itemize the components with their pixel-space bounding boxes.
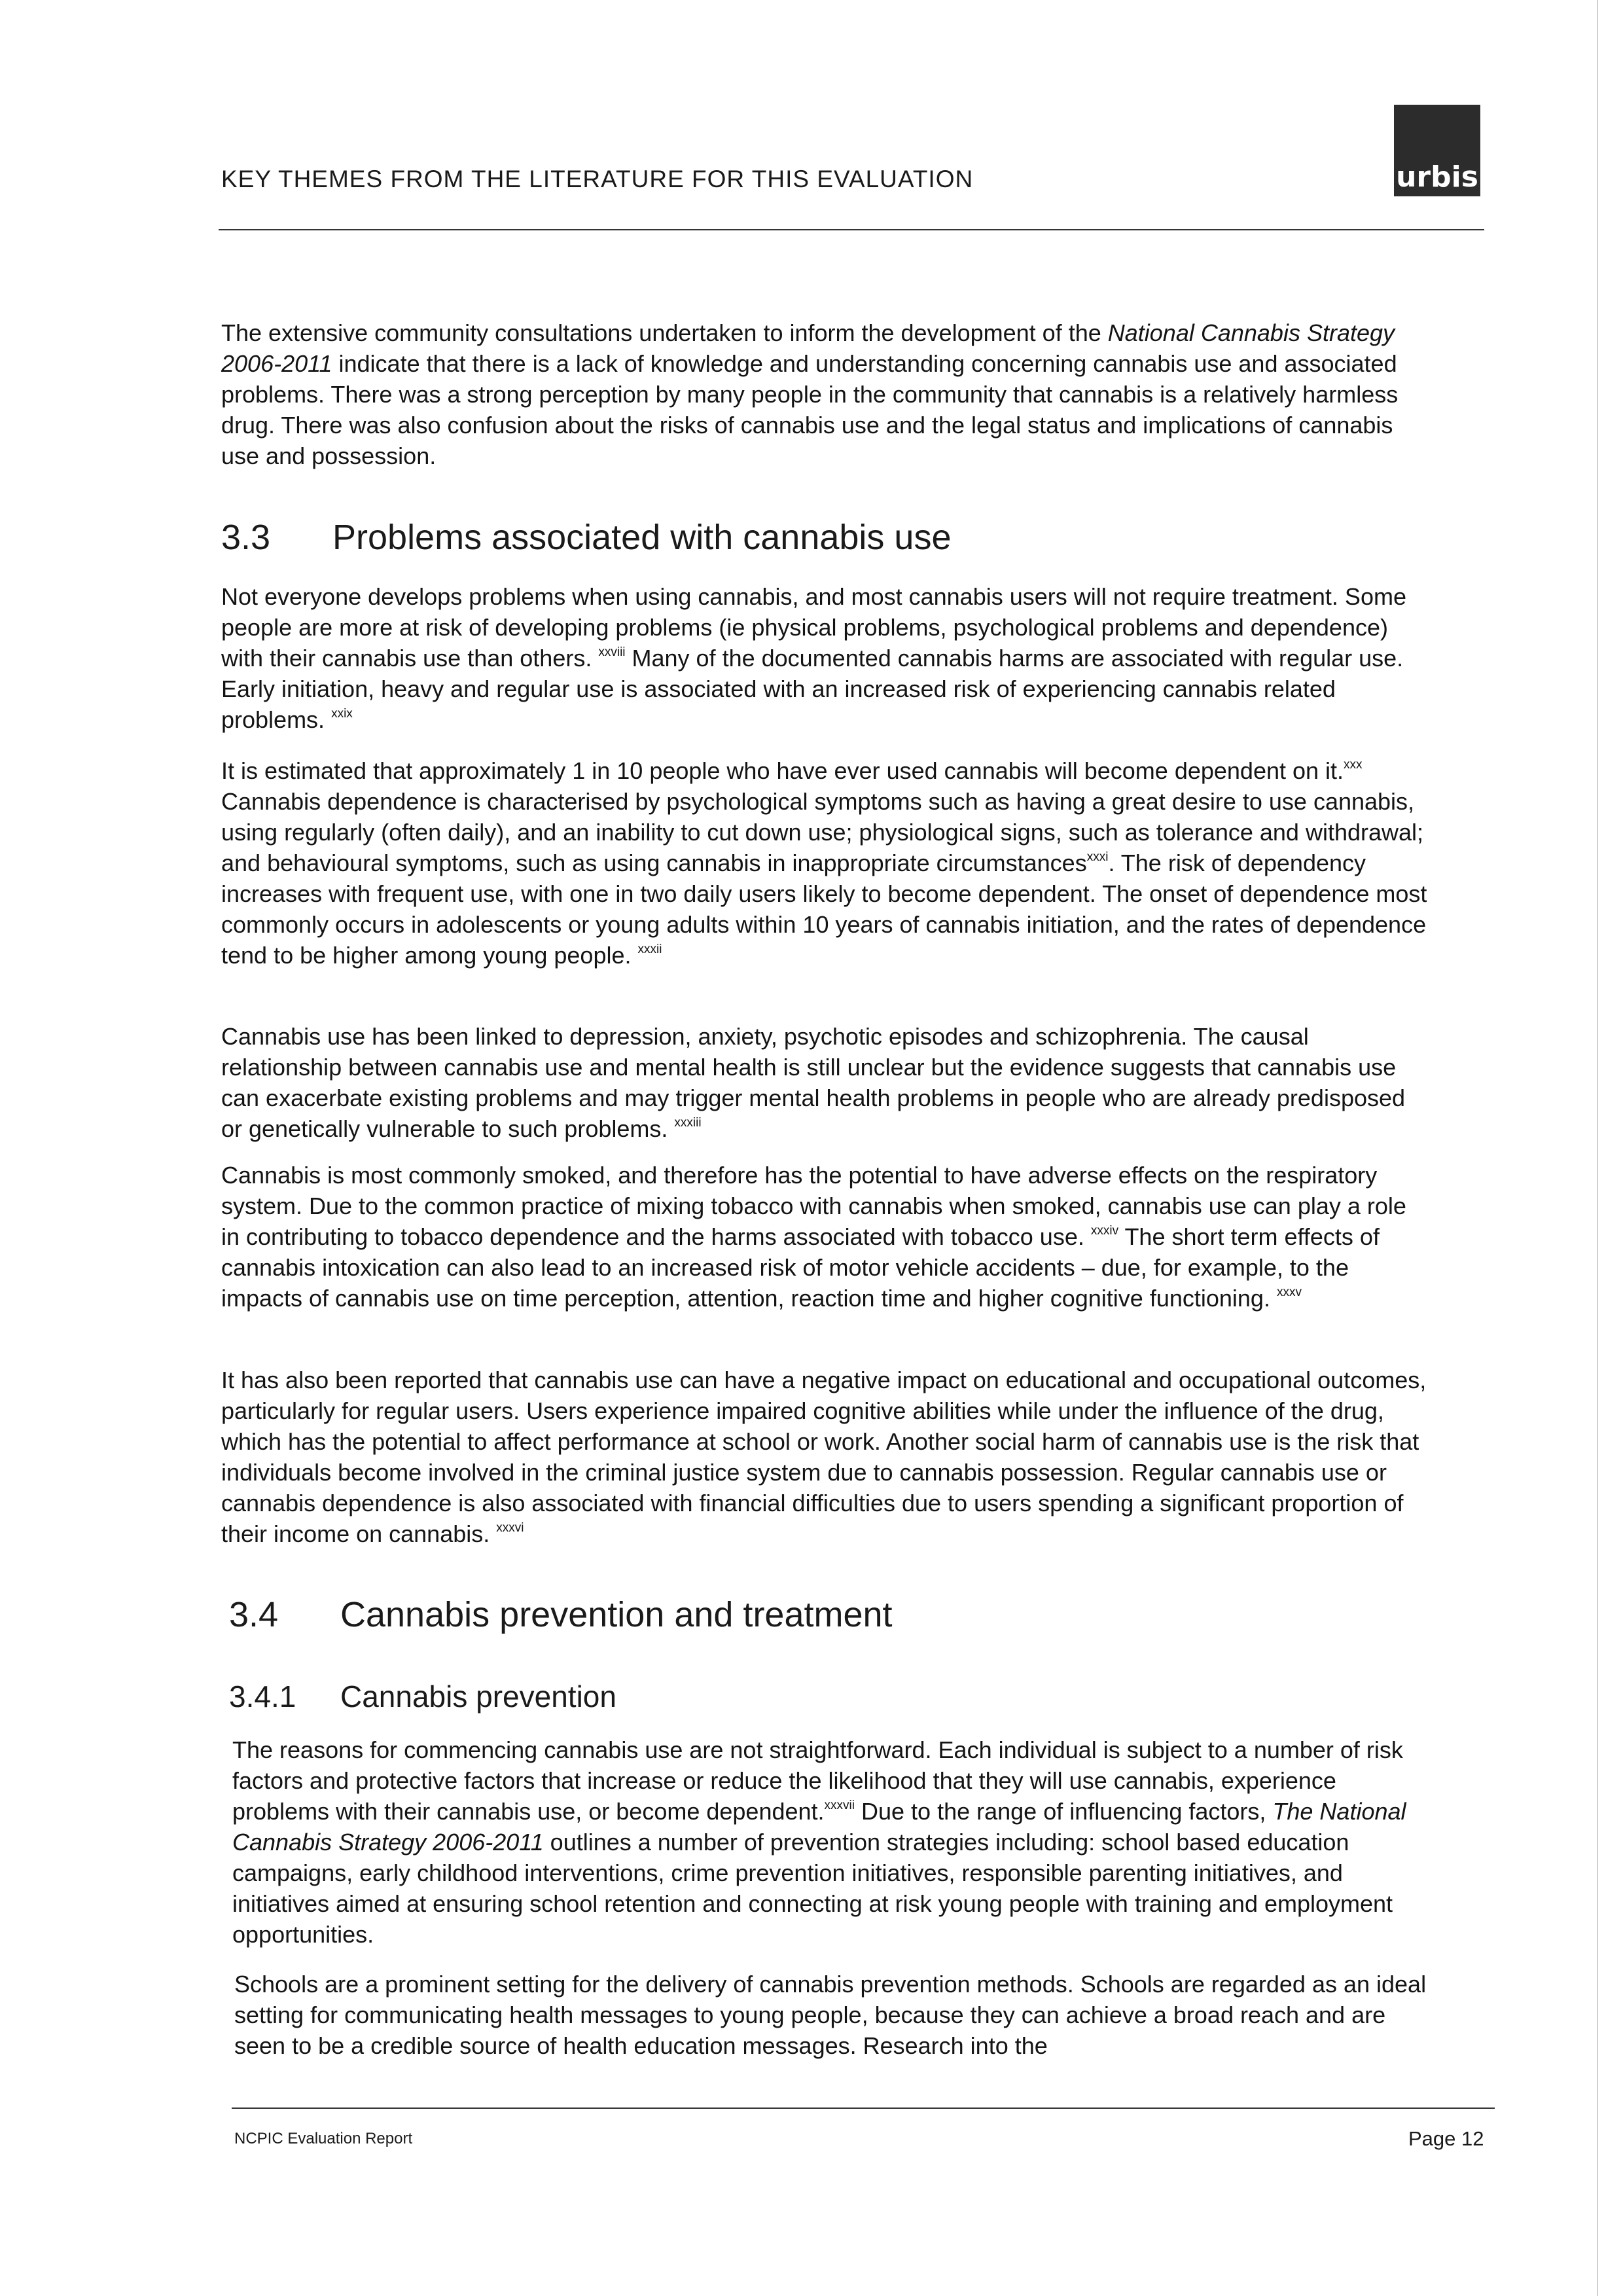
scan-edge-line — [1597, 0, 1598, 2296]
subsection-title: Cannabis prevention — [340, 1679, 616, 1713]
paragraph-social-harm: It has also been reported that cannabis use can have a negative impact on educational and occupational outcomes, particularly for regular users. Users experience impaired cognitive abilities while under the influence of the drug, which has the potential to affect performance at school or work. Another social harm of cannabis use is the risk that individuals become involved in the criminal justice system due to cannabis possession. Regular cannabis use or cannabis dependence is also associated with financial difficulties due to users spending a significant proportion of their income on cannabis. $^{xxxvi}$ — [221, 1367, 1427, 1547]
endnote-ref: xxxiii — [674, 1116, 702, 1130]
endnote-ref: xxxiv — [1090, 1224, 1119, 1238]
footer-report-name: NCPIC Evaluation Report — [234, 2130, 413, 2147]
endnote-ref: xxxv — [1276, 1285, 1302, 1299]
paragraph-respiratory: Cannabis is most commonly smoked, and therefore has the potential to have adverse effects on the respiratory system. Due to the common practice of mixing tobacco with cannabis when smoked, cannabis use can play a role in contributing to tobacco dependence and the harms associated with tobacco use. $^{xxxiv}$ The short term effects of cannabis intoxication can also lead to an increased risk of motor vehicle accidents – due, for example, to the impacts of cannabis use on time perception, attention, reaction time and higher cognitive functioning. $^{xxxv}$ — [221, 1162, 1406, 1312]
endnote-ref: xxviii — [598, 645, 626, 659]
intro-paragraph: The extensive community consultations undertaken to inform the development of the National Cannabis Strategy 2006-2011 indicate that there is a lack of knowledge and understanding concerning cannabis use and associated problems. There was a strong perception by many people in the community that cannabis is a relatively harmless drug. There was also confusion about the risks of cannabis use and the legal status and implications of cannabis use and possession. — [221, 319, 1399, 469]
endnote-ref: xxx — [1344, 758, 1363, 772]
endnote-ref: xxxii — [637, 942, 662, 956]
paragraph-problems-intro: Not everyone develops problems when using cannabis, and most cannabis users will not require treatment. Some people are more at risk of developing problems (ie physical problems, psychological problems and dependence) with their cannabis use than others. $^{xxviii}$ Many of the documented cannabis harms are associated with regular use. Early initiation, heavy and regular use is associated with an increased risk of experiencing cannabis related problems. $^{xxix}$ — [221, 583, 1406, 733]
paragraph-prevention: The reasons for commencing cannabis use are not straightforward. Each individual is subject to a number of risk factors and protective factors that increase or reduce the likelihood that they will use cannabis, experience problems with their cannabis use, or become dependent.$^{xxxvii}$ Due to the range of influencing factors, The National Cannabis Strategy 2006-2011 outlines a number of prevention strategies including: school based education campaigns, early childhood interventions, crime prevention initiatives, responsible parenting initiatives, and initiatives aimed at ensuring school retention and connecting at risk young people with training and employment opportunities. — [232, 1736, 1406, 1948]
running-header: KEY THEMES FROM THE LITERATURE FOR THIS EVALUATION — [221, 166, 974, 192]
page-number: Page 12 — [1408, 2127, 1484, 2150]
header-divider — [219, 229, 1484, 230]
section-title: Problems associated with cannabis use — [332, 518, 952, 557]
section-title: Cannabis prevention and treatment — [340, 1595, 893, 1634]
subsection-heading-3-4-1 — [229, 1679, 616, 1714]
endnote-ref: xxxvii — [824, 1799, 855, 1812]
section-number: 3.4 — [229, 1595, 279, 1634]
section-number: 3.3 — [221, 518, 271, 557]
section-heading-3-3 — [221, 517, 952, 558]
subsection-number: 3.4.1 — [229, 1679, 296, 1713]
footer-divider — [232, 2108, 1495, 2109]
endnote-ref: xxxvi — [496, 1521, 524, 1535]
paragraph-schools: Schools are a prominent setting for the delivery of cannabis prevention methods. Schools are regarded as an ideal setting for communicating health messages to young people, because they can achieve a broad reach and are seen to be a credible source of health education messages. Research into the — [234, 1971, 1427, 2059]
paragraph-mental-health: Cannabis use has been linked to depression, anxiety, psychotic episodes and schizophrenia. The causal relationship between cannabis use and mental health is still unclear but the evidence suggests that cannabis use can exacerbate existing problems and may trigger mental health problems in people who are already predisposed or genetically vulnerable to such problems. $^{xxxiii}$ — [221, 1023, 1406, 1142]
strategy-title: The National Cannabis Strategy 2006-2011 — [232, 1798, 1406, 1856]
section-heading-3-4 — [229, 1594, 893, 1635]
endnote-ref: xxix — [331, 707, 353, 721]
strategy-title: National Cannabis Strategy 2006-2011 — [221, 319, 1395, 377]
urbis-logo: urbis — [1394, 105, 1480, 196]
paragraph-dependence: It is estimated that approximately 1 in 10 people who have ever used cannabis will become dependent on it.$^{xxx}$ Cannabis dependence is characterised by psychological symptoms such as having a great desire to use cannabis, using regularly (often daily), and an inability to cut down use; physiological signs, such as tolerance and withdrawal; and behavioural symptoms, such as using cannabis in inappropriate circumstances$^{xxxi}$. The risk of dependency increases with frequent use, with one in two daily users likely to become dependent. The onset of dependence most commonly occurs in adolescents or young adults within 10 years of cannabis initiation, and the rates of dependence tend to be higher among young people. $^{xxxii}$ — [221, 757, 1427, 969]
endnote-ref: xxxi — [1086, 850, 1109, 864]
